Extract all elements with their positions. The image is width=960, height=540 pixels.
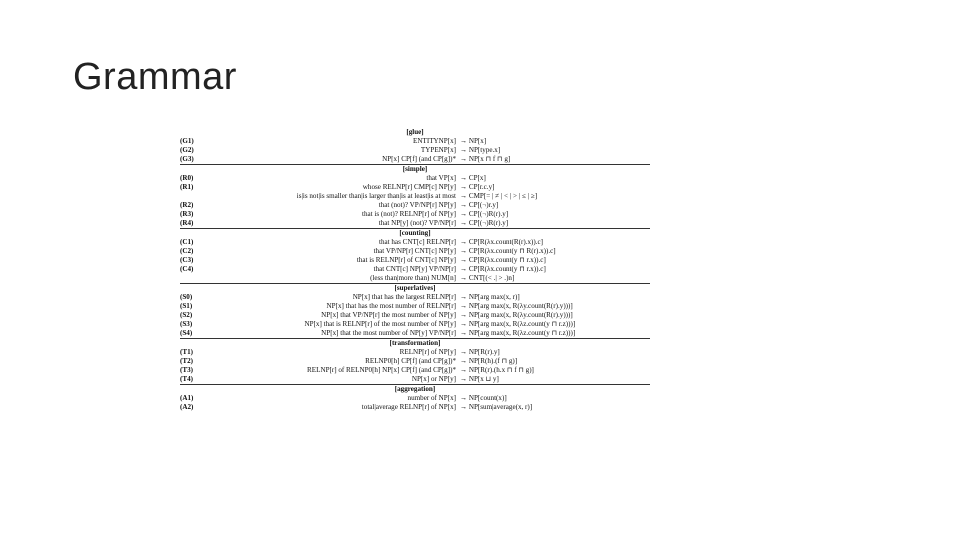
rule-id: (C3) bbox=[180, 256, 194, 264]
grammar-rule-row bbox=[180, 329, 650, 338]
slide-title: Grammar bbox=[73, 56, 237, 98]
grammar-rule-row bbox=[180, 219, 650, 228]
rule-rhs: → CP[R(λx.count(y ⊓ r.x)).c] bbox=[460, 265, 546, 273]
rule-id: (A1) bbox=[180, 394, 194, 402]
section-heading: [aggregation] bbox=[180, 384, 650, 394]
rule-lhs: RELNP[r] of RELNP0[h] NP[x] CP[f] (and CP[g])* bbox=[307, 366, 456, 374]
rule-rhs: → CMP[= | ≠ | < | > | ≤ | ≥] bbox=[460, 192, 538, 200]
rule-id: (C4) bbox=[180, 265, 194, 273]
rule-lhs: NP[x] that has the largest RELNP[r] bbox=[352, 293, 456, 301]
rule-rhs: → NP[count(x)] bbox=[460, 394, 507, 402]
rule-lhs: total|average RELNP[r] of NP[x] bbox=[361, 403, 456, 411]
rule-lhs: NP[x] that the most number of NP[y] VP/NP[r] bbox=[321, 329, 456, 337]
section-heading: [superlatives] bbox=[180, 283, 650, 293]
rule-lhs: (less than|more than) NUM[n] bbox=[370, 274, 456, 282]
rule-id bbox=[180, 274, 206, 283]
section-heading: [counting] bbox=[180, 228, 650, 238]
rule-id: (G1) bbox=[180, 137, 194, 145]
rule-rhs: → NP[arg max(x, R(λz.count(y ⊓ r.z)))] bbox=[460, 320, 576, 328]
rule-lhs: ENTITYNP[x] bbox=[413, 137, 456, 145]
grammar-rule-row bbox=[180, 265, 650, 274]
rule-lhs: NP[x] that has the most number of RELNP[r] bbox=[326, 302, 456, 310]
grammar-rule-row bbox=[180, 155, 650, 164]
rule-rhs: → NP[arg max(x, R(λy.count(R(r).y)))] bbox=[460, 311, 573, 319]
rule-id: (A2) bbox=[180, 403, 194, 411]
rule-id: (R3) bbox=[180, 210, 194, 218]
rule-id: (C1) bbox=[180, 238, 194, 246]
rule-rhs: → NP[R(r).y] bbox=[460, 348, 500, 356]
rule-id: (S4) bbox=[180, 329, 193, 337]
rule-id: (G2) bbox=[180, 146, 194, 154]
rule-id: (S0) bbox=[180, 293, 193, 301]
grammar-rule-row bbox=[180, 348, 650, 357]
rule-lhs: that (not)? VP/NP[r] NP[y] bbox=[378, 201, 456, 209]
grammar-rule-row bbox=[180, 146, 650, 155]
rule-rhs: → CP[x] bbox=[460, 174, 486, 182]
grammar-rule-row bbox=[180, 375, 650, 384]
grammar-rule-row bbox=[180, 302, 650, 311]
rule-id: (T3) bbox=[180, 366, 194, 374]
grammar-rule-row bbox=[180, 366, 650, 375]
rule-id: (G3) bbox=[180, 155, 194, 163]
rule-id: (R2) bbox=[180, 201, 194, 209]
rule-rhs: → CP[R(λx.count(y ⊓ r.x)).c] bbox=[460, 256, 546, 264]
rule-lhs: NP[x] or NP[y] bbox=[411, 375, 456, 383]
rule-rhs: → NP[type.x] bbox=[460, 146, 501, 154]
grammar-rule-row bbox=[180, 256, 650, 265]
rule-rhs: → CNT[(< .| > .)n] bbox=[460, 274, 515, 282]
rule-id: (S2) bbox=[180, 311, 193, 319]
rule-id: (R1) bbox=[180, 183, 194, 191]
rule-id: (R4) bbox=[180, 219, 194, 227]
section-heading: [simple] bbox=[180, 164, 650, 174]
rule-lhs: that is (not)? RELNP[r] of NP[y] bbox=[362, 210, 456, 218]
rule-rhs: → NP[x] bbox=[460, 137, 487, 145]
grammar-rule-row bbox=[180, 394, 650, 403]
grammar-rule-row bbox=[180, 357, 650, 366]
rule-lhs: TYPENP[x] bbox=[420, 146, 456, 154]
grammar-rule-row bbox=[180, 320, 650, 329]
rule-id: (T2) bbox=[180, 357, 194, 365]
grammar-rule-row bbox=[180, 311, 650, 320]
grammar-rule-row bbox=[180, 274, 650, 283]
grammar-rule-row bbox=[180, 192, 650, 201]
rule-lhs: NP[x] that VP/NP[r] the most number of NP[y] bbox=[321, 311, 456, 319]
rule-rhs: → CP[r.c.y] bbox=[460, 183, 495, 191]
grammar-rule-row bbox=[180, 247, 650, 256]
rule-rhs: → NP[x ⊓ f ⊓ g] bbox=[460, 155, 511, 163]
rule-id: (T4) bbox=[180, 375, 194, 383]
grammar-table bbox=[180, 128, 650, 412]
rule-rhs: → NP[x ⊔ y] bbox=[460, 375, 499, 383]
rule-lhs: number of NP[x] bbox=[407, 394, 456, 402]
grammar-rule-row bbox=[180, 137, 650, 146]
rule-id: (S1) bbox=[180, 302, 193, 310]
grammar-rule-row bbox=[180, 174, 650, 183]
rule-id: (T1) bbox=[180, 348, 194, 356]
rule-rhs: → CP[R(λx.count(R(r).x)).c] bbox=[460, 238, 544, 246]
rule-rhs: → NP[R(r).(h.x ⊓ f ⊓ g)] bbox=[460, 366, 534, 374]
rule-lhs: that NP[y] (not)? VP/NP[r] bbox=[378, 219, 456, 227]
grammar-rule-row bbox=[180, 183, 650, 192]
rule-id: (C2) bbox=[180, 247, 194, 255]
rule-rhs: → CP[R(λx.count(y ⊓ R(r).x)).c] bbox=[460, 247, 556, 255]
grammar-rule-row bbox=[180, 293, 650, 302]
grammar-rule-row bbox=[180, 201, 650, 210]
rule-rhs: → NP[arg max(x, R(λz.count(y ⊓ r.z)))] bbox=[460, 329, 576, 337]
rule-rhs: → NP[sum|average(x, r)] bbox=[460, 403, 533, 411]
rule-id bbox=[180, 192, 206, 201]
rule-lhs: whose RELNP[r] CMP[c] NP[y] bbox=[362, 183, 456, 191]
rule-lhs: NP[x] CP[f] (and CP[g])* bbox=[382, 155, 456, 163]
grammar-rule-row bbox=[180, 210, 650, 219]
rule-rhs: → CP[(¬)R(r).y] bbox=[460, 219, 509, 227]
rule-id: (S3) bbox=[180, 320, 193, 328]
grammar-rule-row bbox=[180, 238, 650, 247]
rule-rhs: → CP[(¬)r.y] bbox=[460, 201, 499, 209]
rule-lhs: that CNT[c] NP[y] VP/NP[r] bbox=[373, 265, 456, 273]
section-heading: [transformation] bbox=[180, 338, 650, 348]
section-heading: [glue] bbox=[406, 128, 424, 136]
rule-id: (R0) bbox=[180, 174, 194, 182]
rule-rhs: → NP[R(h).(f ⊓ g)] bbox=[460, 357, 518, 365]
rule-lhs: that VP[x] bbox=[426, 174, 456, 182]
grammar-rule-row bbox=[180, 403, 650, 412]
rule-lhs: RELNP0[h] CP[f] (and CP[g])* bbox=[365, 357, 456, 365]
rule-lhs: that is RELNP[r] of CNT[c] NP[y] bbox=[356, 256, 456, 264]
rule-lhs: NP[x] that is RELNP[r] of the most number of NP[y] bbox=[304, 320, 456, 328]
rule-rhs: → NP[arg max(x, r)] bbox=[460, 293, 520, 301]
rule-lhs: is|is not|is smaller than|is larger than|is at least|is at most bbox=[296, 192, 456, 200]
rule-lhs: RELNP[r] of NP[y] bbox=[399, 348, 456, 356]
rule-rhs: → NP[arg max(x, R(λy.count(R(r).y)))] bbox=[460, 302, 573, 310]
rule-lhs: that VP/NP[r] CNT[c] NP[y] bbox=[373, 247, 456, 255]
rule-lhs: that has CNT[c] RELNP[r] bbox=[378, 238, 456, 246]
rule-rhs: → CP[(¬)R(r).y] bbox=[460, 210, 509, 218]
